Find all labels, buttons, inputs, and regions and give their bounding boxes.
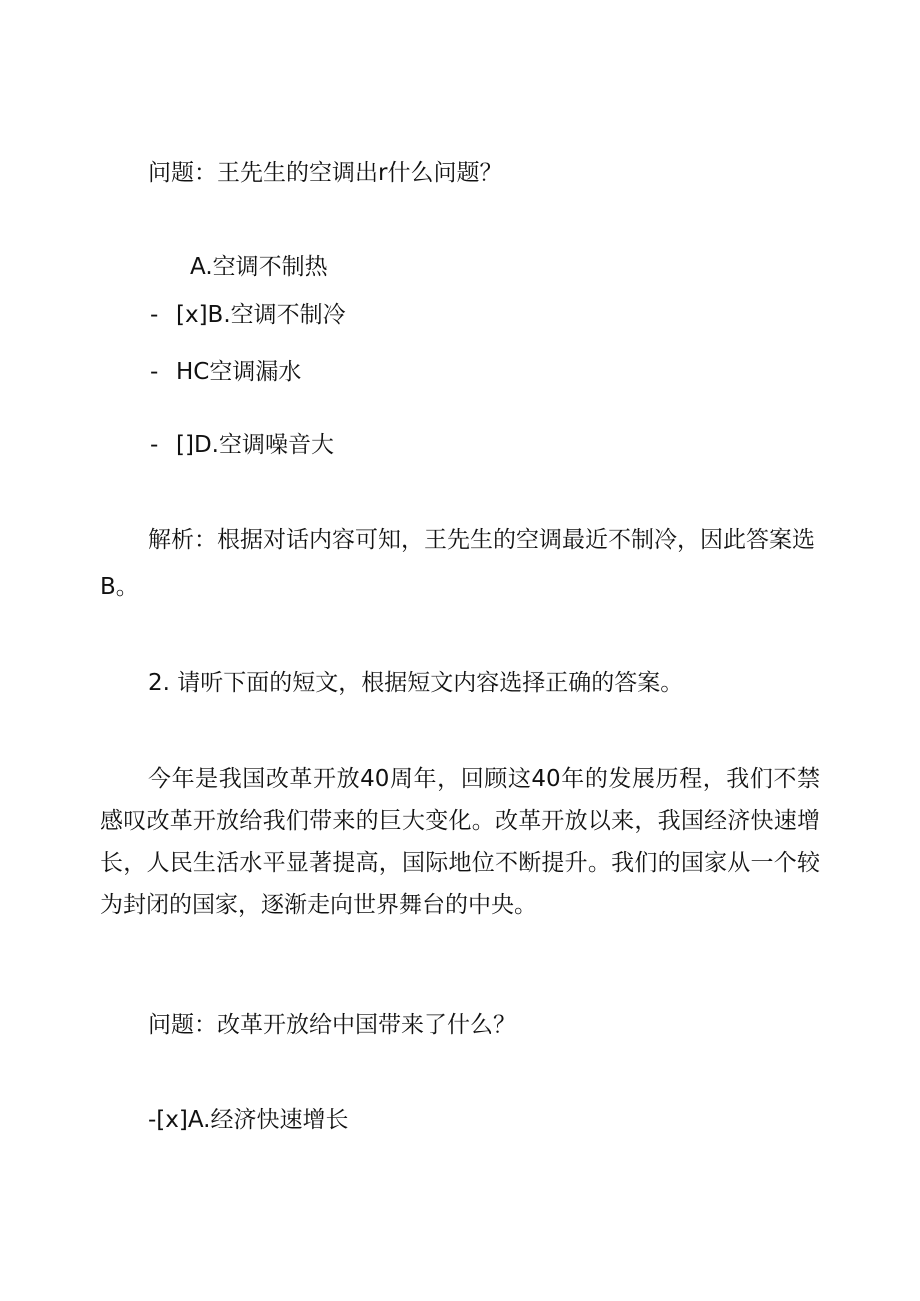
option-1-c-text: HC空调漏水 bbox=[176, 359, 302, 385]
list-dash: - bbox=[150, 302, 159, 328]
option-2-a: -[x]A.经济快速增长 bbox=[148, 1107, 349, 1133]
question-2: 问题：改革开放给中国带来了什么？ bbox=[148, 1012, 516, 1038]
option-1-c bbox=[150, 357, 301, 387]
question-1: 问题：王先生的空调出r什么问题？ bbox=[148, 160, 503, 186]
list-dash: - bbox=[150, 359, 159, 385]
analysis-line-1: 解析：根据对话内容可知，王先生的空调最近不制冷，因此答案选 bbox=[148, 527, 815, 553]
option-1-b bbox=[150, 300, 346, 330]
option-1-d-text: []D.空调噪音大 bbox=[176, 432, 334, 458]
passage bbox=[100, 758, 820, 926]
option-1-a: A.空调不制热 bbox=[190, 254, 328, 280]
option-1-d bbox=[150, 430, 334, 460]
list-dash: - bbox=[150, 432, 159, 458]
analysis-line-2: B。 bbox=[100, 574, 139, 600]
option-1-b-text: [x]B.空调不制冷 bbox=[176, 302, 346, 328]
passage-text: 今年是我国改革开放40周年，回顾这40年的发展历程，我们不禁感叹改革开放给我们带来的巨大变化。改革开放以来，我国经济快速增长，人民生活水平显著提高，国际地位不断提升。我们的国家从一个较为封闭的国家，逐渐走向世界舞台的中央。 bbox=[100, 766, 820, 918]
question-2-instruction: 2. 请听下面的短文，根据短文内容选择正确的答案。 bbox=[148, 670, 684, 696]
